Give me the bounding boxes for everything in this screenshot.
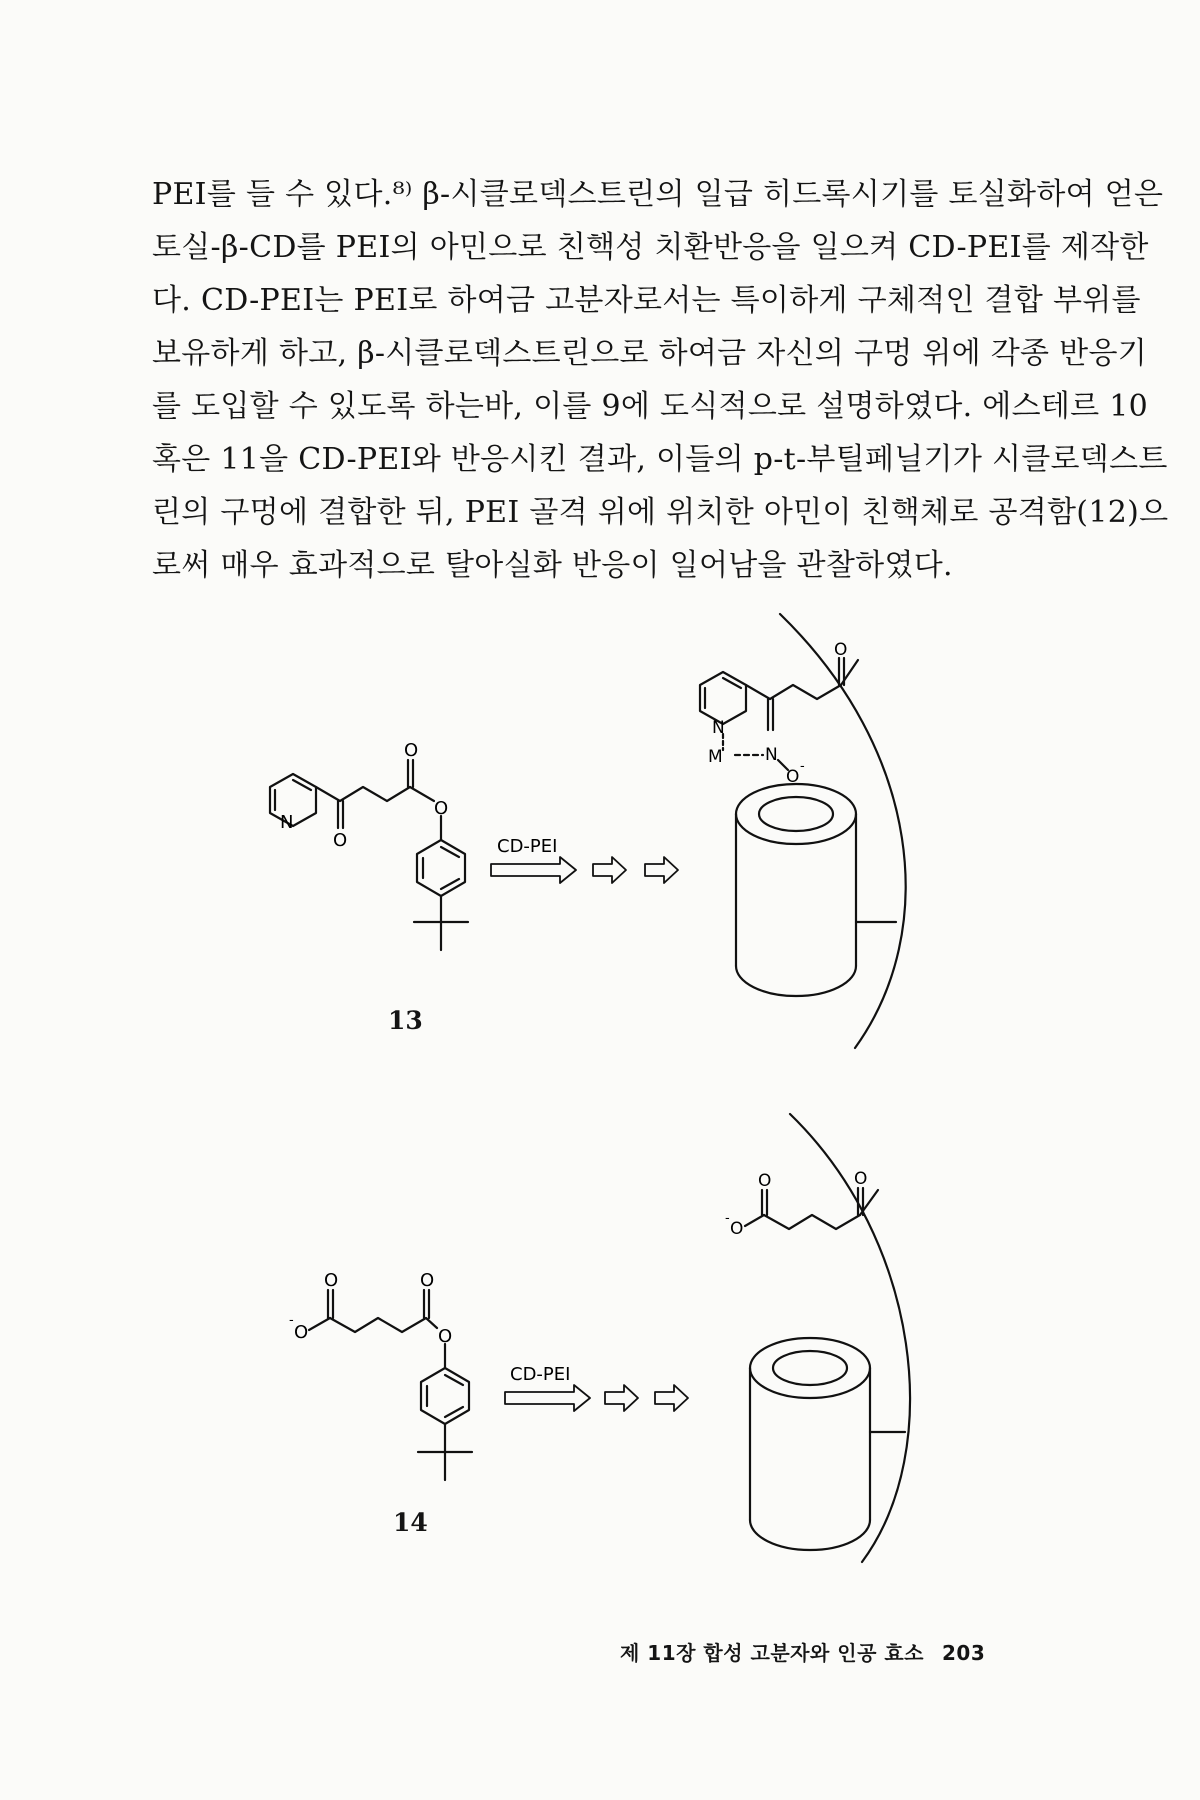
page-number: 203 (942, 1641, 986, 1665)
ester-oxygen-label: O (420, 1270, 435, 1291)
paragraph-line: 토실-β-CD를 PEI의 아민으로 친핵성 치환반응을 일으켜 CD-PEI를 제작한 (152, 230, 1149, 265)
reaction-arrows (505, 1385, 688, 1411)
ketone-oxygen-label: O (333, 830, 348, 851)
arrow-icon (655, 1385, 688, 1411)
paragraph-line: 로써 매우 효과적으로 탈아실화 반응이 일어남을 관찰하였다. (152, 548, 953, 583)
scheme-13-drawing (0, 600, 1200, 1060)
paragraph-line: 보유하게 하고, β-시클로덱스트린으로 하여금 자신의 구멍 위에 각종 반응기 (152, 336, 1148, 371)
t-butyl-group (414, 896, 468, 950)
oxime-oxygen-label: O (786, 767, 800, 787)
page-footer (620, 1637, 1040, 1666)
compound-number-14: 14 (393, 1508, 428, 1537)
cyclodextrin-cylinder (736, 784, 896, 996)
compound-number-13: 13 (388, 1006, 423, 1035)
paragraph-line: 혹은 11을 CD-PEI와 반응시킨 결과, 이들의 p-t-부틸페닐기가 시클로덱스트 (152, 442, 1168, 477)
t-butyl-group (418, 1424, 472, 1480)
chapter-title: 제 11장 합성 고분자와 인공 효소 (620, 1641, 924, 1665)
paragraph-line: 를 도입할 수 있도록 하는바, 이를 9에 도식적으로 설명하였다. 에스테르 10 (152, 389, 1149, 424)
arrow-icon (505, 1385, 590, 1411)
glutarate-chain (330, 1318, 437, 1332)
product-carboxyl-oxygen: O (758, 1171, 772, 1191)
scheme-14-drawing (0, 1110, 1200, 1570)
oxime-nitrogen-label: N (765, 745, 778, 765)
ester-oxygen-label: O (404, 740, 419, 761)
paragraph-line: 린의 구멍에 결합한 뒤, PEI 골격 위에 위치한 아민이 친핵체로 공격함(12)으 (152, 495, 1169, 530)
keto-chain (316, 787, 410, 801)
carboxyl-oxygen-label: O (324, 1270, 339, 1291)
body-paragraph (152, 168, 1169, 592)
negative-charge: - (725, 1211, 730, 1226)
product-chain (764, 1215, 860, 1229)
arrow-icon (605, 1385, 638, 1411)
product-carbonyl-oxygen: O (854, 1169, 868, 1189)
cyclodextrin-cylinder (750, 1338, 905, 1550)
ether-oxygen-label: O (434, 798, 449, 819)
negative-charge: - (800, 759, 805, 774)
pyridine-ring (270, 774, 316, 826)
phenyl-ring (421, 1344, 469, 1424)
product-carboxylate-oxygen: O (730, 1219, 744, 1239)
metal-label: M (708, 747, 723, 767)
arrow-icon (491, 857, 576, 883)
reaction-arrows (491, 857, 678, 883)
pyridine-nitrogen-label: N (280, 812, 294, 833)
reaction-scheme-14 (0, 1110, 1200, 1570)
negative-charge: - (289, 1313, 294, 1328)
product-pyridine-ring (700, 672, 746, 724)
paragraph-line: 다. CD-PEI는 PEI로 하여금 고분자로서는 특이하게 구체적인 결합 부위를 (152, 283, 1141, 318)
paragraph-line: PEI를 들 수 있다.⁸⁾ β-시클로덱스트린의 일급 히드록시기를 토실화하여 얻은 (152, 177, 1164, 212)
arrow-icon (593, 857, 626, 883)
arrow-icon (645, 857, 678, 883)
carboxylate-oxygen-label: O (294, 1322, 309, 1343)
reagent-label: CD-PEI (510, 1364, 571, 1385)
product-chain (746, 685, 841, 699)
phenyl-ring (417, 816, 465, 896)
product-carbonyl-oxygen: O (834, 640, 848, 660)
reaction-scheme-13 (0, 600, 1200, 1060)
ether-oxygen-label: O (438, 1326, 453, 1347)
product-ring-nitrogen: N (712, 718, 725, 738)
reagent-label: CD-PEI (497, 836, 558, 857)
